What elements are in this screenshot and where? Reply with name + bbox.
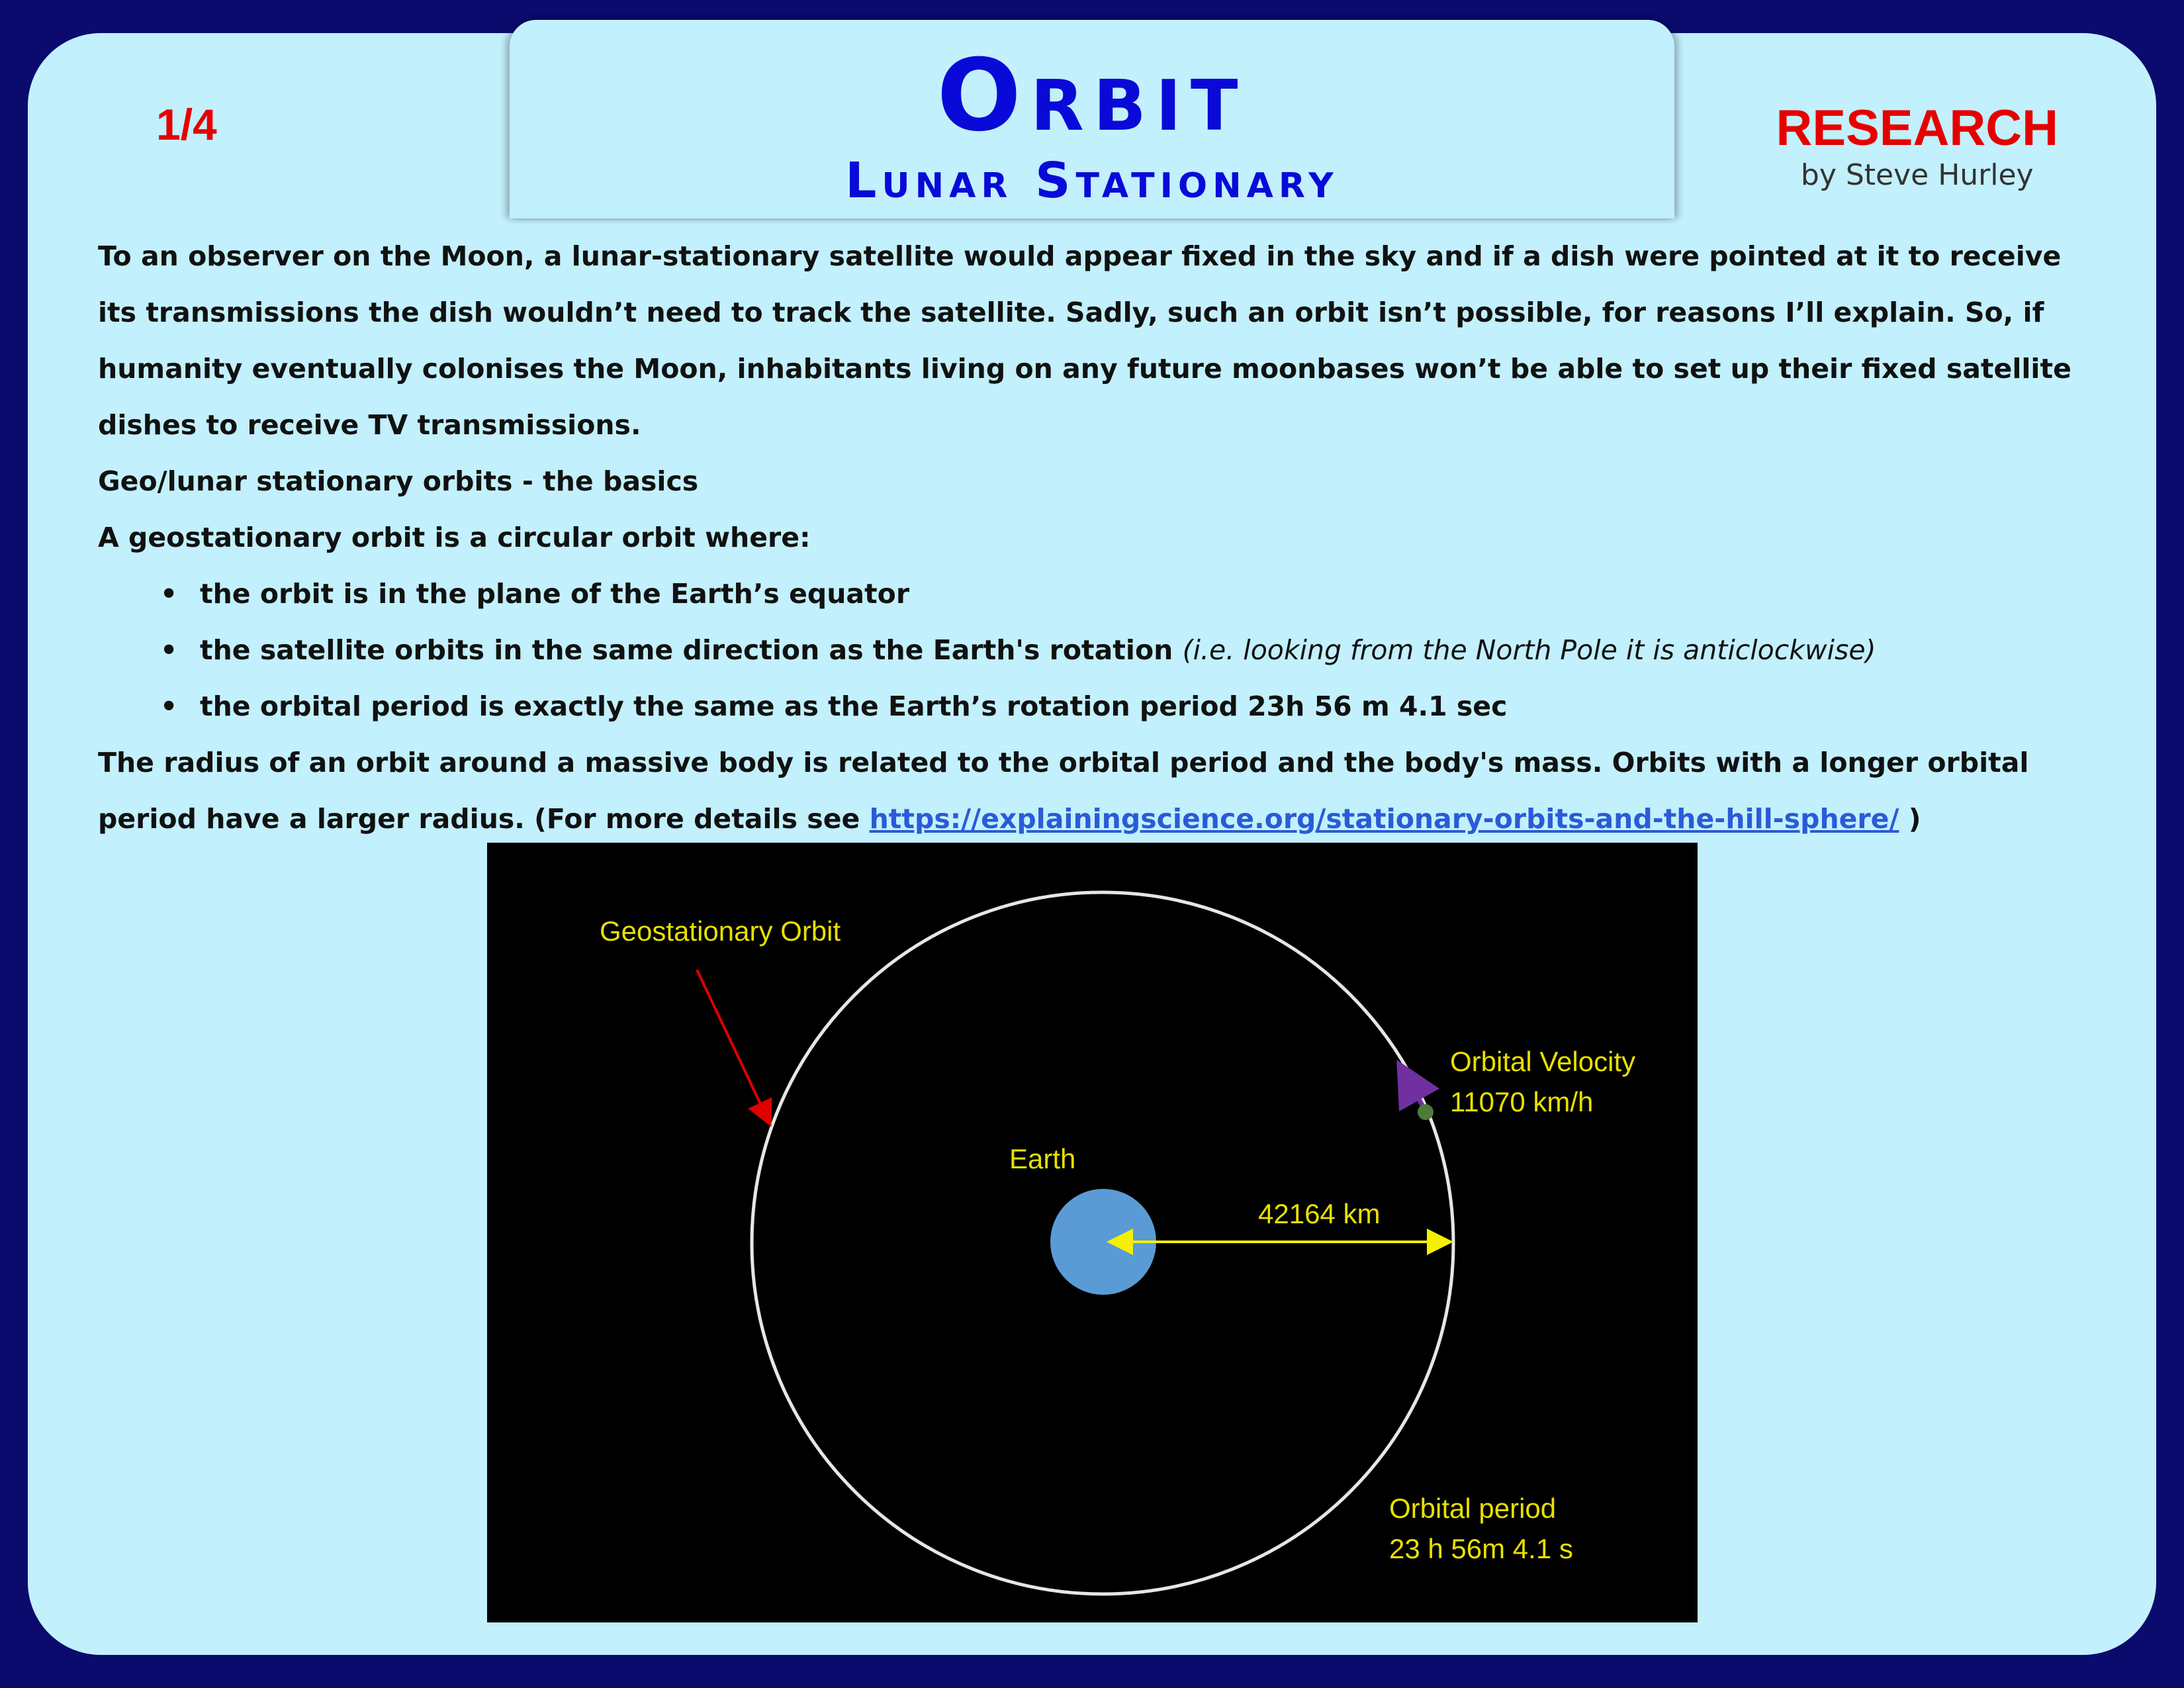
orbit-diagram — [487, 843, 1698, 1622]
period-value: 23 h 56m 4.1 s — [1389, 1533, 1573, 1564]
bullet-text: the satellite orbits in the same direction as the Earth's rotation — [200, 634, 1183, 666]
period-label: Orbital period — [1389, 1493, 1557, 1524]
intro-paragraph: To an observer on the Moon, a lunar-stationary satellite would appear fixed in the sky and if a dish were pointed at it to receive its transmissions the dish wouldn’t need to track the satellite. Sadly, such an orbit isn’t possible, for reasons I’ll explain. So, if humanity eventually colonises the Moon, inhabitants living on any future moonbases won’t be able to set up their fixed satellite dishes to receive TV transmissions. — [98, 240, 2071, 441]
section-block — [1776, 99, 2059, 192]
orbit-pointer-arrow — [697, 970, 769, 1122]
author-credit: by Steve Hurley — [1800, 158, 2034, 192]
article-body — [98, 228, 2090, 847]
earth-label: Earth — [1009, 1143, 1076, 1174]
orbit-label: Geostationary Orbit — [600, 915, 841, 947]
velocity-label: Orbital Velocity — [1450, 1046, 1636, 1077]
section-heading: Geo/lunar stationary orbits - the basics — [98, 465, 699, 497]
list-item — [200, 566, 2090, 622]
reference-link[interactable]: https://explainingscience.org/stationary-orbits-and-the-hill-sphere/ — [869, 803, 1899, 835]
radius-text: The radius of an orbit around a massive body is related to the orbital period and the body's mass. Orbits with a longer orbital period have a larger radius. (For more details see — [98, 747, 2029, 835]
radius-label: 42164 km — [1258, 1198, 1381, 1229]
radius-paragraph — [98, 735, 2090, 847]
velocity-value: 11070 km/h — [1450, 1086, 1594, 1117]
lead-sentence: A geostationary orbit is a circular orbit where: — [98, 522, 811, 553]
orbit-diagram-svg — [487, 843, 1698, 1622]
page-subtitle: Lunar Stationary — [845, 152, 1339, 209]
section-label: RESEARCH — [1776, 100, 2058, 156]
list-item — [200, 622, 2090, 679]
bullet-text: the orbit is in the plane of the Earth’s equator — [200, 578, 910, 610]
criteria-list — [98, 566, 2090, 735]
radius-close: ) — [1899, 803, 1921, 835]
velocity-arrow — [1401, 1068, 1424, 1109]
page-number: 1/4 — [156, 100, 217, 149]
bullet-note: (i.e. looking from the North Pole it is anticlockwise) — [1182, 634, 1876, 666]
satellite-dot — [1418, 1104, 1433, 1120]
bullet-text: the orbital period is exactly the same as the Earth’s rotation period 23h 56 m 4.1 sec — [200, 690, 1508, 722]
page-title: Orbit — [936, 38, 1248, 154]
list-item — [200, 679, 2090, 735]
